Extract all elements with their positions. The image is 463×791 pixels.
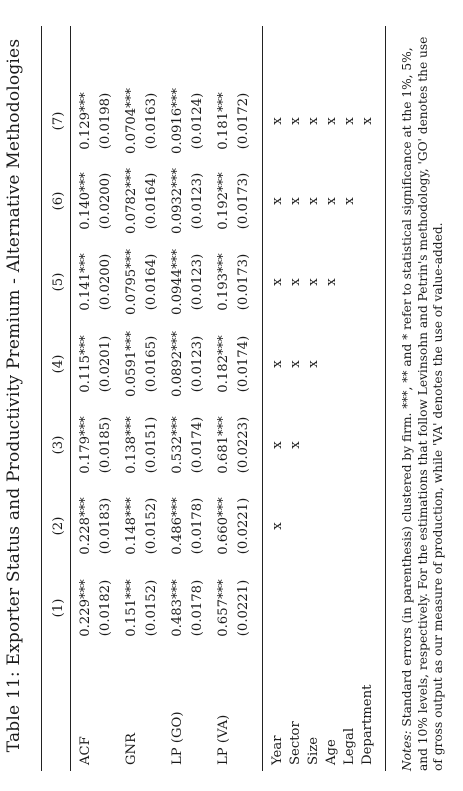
- std-error-cell: (0.0151): [144, 416, 159, 474]
- coefficient-cell: 0.0916***: [170, 88, 185, 154]
- coefficient-cell: 0.660***: [216, 497, 231, 555]
- control-mark: x: [270, 360, 285, 368]
- control-label: Size: [306, 736, 321, 765]
- std-error-cell: (0.0123): [190, 172, 205, 230]
- coefficient-cell: 0.140***: [78, 172, 93, 230]
- coefficient-cell: 0.179***: [78, 416, 93, 474]
- std-error-cell: (0.0164): [144, 253, 159, 311]
- bottom-rule: [385, 26, 386, 771]
- std-error-cell: (0.0221): [236, 497, 251, 555]
- control-label: Year: [270, 735, 285, 765]
- coefficient-cell: 0.0892***: [170, 331, 185, 397]
- coefficient-cell: 0.0782***: [124, 168, 139, 234]
- row-label: LP (GO): [170, 711, 185, 765]
- std-error-cell: (0.0185): [98, 416, 113, 474]
- control-mark: x: [324, 278, 339, 286]
- coefficient-cell: 0.148***: [124, 497, 139, 555]
- control-mark: x: [288, 360, 303, 368]
- control-mark: x: [270, 441, 285, 449]
- row-label: GNR: [124, 732, 139, 765]
- row-label: ACF: [78, 736, 93, 765]
- std-error-cell: (0.0152): [144, 497, 159, 555]
- control-mark: x: [360, 117, 375, 125]
- column-header: (6): [51, 191, 66, 211]
- coefficient-cell: 0.228***: [78, 497, 93, 555]
- top-rule: [41, 26, 42, 771]
- table-notes: [400, 23, 447, 771]
- column-header: (4): [51, 354, 66, 374]
- coefficient-cell: 0.657***: [216, 579, 231, 637]
- std-error-cell: (0.0200): [98, 172, 113, 230]
- coefficient-cell: 0.483***: [170, 579, 185, 637]
- std-error-cell: (0.0123): [190, 253, 205, 311]
- coefficient-cell: 0.151***: [124, 579, 139, 637]
- std-error-cell: (0.0173): [236, 253, 251, 311]
- coefficient-cell: 0.192***: [216, 172, 231, 230]
- std-error-cell: (0.0173): [236, 172, 251, 230]
- control-label: Legal: [342, 727, 357, 765]
- coefficient-cell: 0.138***: [124, 416, 139, 474]
- control-label: Department: [360, 684, 375, 765]
- coefficient-cell: 0.115***: [78, 335, 93, 393]
- coefficient-cell: 0.229***: [78, 579, 93, 637]
- coefficient-cell: 0.0795***: [124, 249, 139, 315]
- control-label: Sector: [288, 721, 303, 765]
- control-mark: x: [306, 117, 321, 125]
- std-error-cell: (0.0164): [144, 172, 159, 230]
- control-mark: x: [288, 278, 303, 286]
- control-mark: x: [324, 197, 339, 205]
- notes-label: Notes:: [400, 730, 414, 771]
- coefficient-cell: 0.181***: [216, 92, 231, 150]
- notes-text: Standard errors (in parenthesis) clustered by firm. ***, ** and * refer to statistical significance at the 1%, 5%, and 10% levels, respectively. For the estimations that follow Levinsohn and Petrin's methodology, 'GO' denotes the use of gross output as our measure of production, while 'VA' denotes the use of value-added.: [400, 36, 445, 771]
- table-title-text: Exporter Status and Productivity Premium - Alternative Methodologies: [4, 38, 24, 666]
- control-label: Age: [324, 739, 339, 765]
- control-mark: x: [342, 117, 357, 125]
- control-mark: x: [288, 441, 303, 449]
- std-error-cell: (0.0174): [190, 416, 205, 474]
- std-error-cell: (0.0183): [98, 497, 113, 555]
- std-error-cell: (0.0172): [236, 92, 251, 150]
- coefficient-cell: 0.141***: [78, 253, 93, 311]
- control-mark: x: [270, 197, 285, 205]
- header-rule: [70, 26, 71, 771]
- table-title-label: Table 11:: [4, 671, 24, 753]
- std-error-cell: (0.0221): [236, 579, 251, 637]
- control-mark: x: [306, 360, 321, 368]
- coefficient-cell: 0.193***: [216, 253, 231, 311]
- row-label: LP (VA): [216, 714, 231, 765]
- control-mark: x: [288, 117, 303, 125]
- std-error-cell: (0.0198): [98, 92, 113, 150]
- std-error-cell: (0.0124): [190, 92, 205, 150]
- control-mark: x: [306, 197, 321, 205]
- coefficient-cell: 0.532***: [170, 416, 185, 474]
- coefficient-cell: 0.0944***: [170, 249, 185, 315]
- coefficient-cell: 0.182***: [216, 335, 231, 393]
- control-mark: x: [270, 522, 285, 530]
- coefficient-cell: 0.129***: [78, 92, 93, 150]
- table-title: [4, 0, 24, 791]
- control-mark: x: [270, 117, 285, 125]
- coefficient-cell: 0.681***: [216, 416, 231, 474]
- column-header: (7): [51, 111, 66, 131]
- std-error-cell: (0.0178): [190, 497, 205, 555]
- control-mark: x: [270, 278, 285, 286]
- control-mark: x: [288, 197, 303, 205]
- std-error-cell: (0.0152): [144, 579, 159, 637]
- controls-rule: [262, 26, 263, 771]
- coefficient-cell: 0.0932***: [170, 168, 185, 234]
- std-error-cell: (0.0223): [236, 416, 251, 474]
- std-error-cell: (0.0163): [144, 92, 159, 150]
- control-mark: x: [324, 117, 339, 125]
- column-header: (2): [51, 516, 66, 536]
- column-header: (5): [51, 272, 66, 292]
- std-error-cell: (0.0200): [98, 253, 113, 311]
- std-error-cell: (0.0178): [190, 579, 205, 637]
- coefficient-cell: 0.486***: [170, 497, 185, 555]
- control-mark: x: [306, 278, 321, 286]
- std-error-cell: (0.0201): [98, 335, 113, 393]
- coefficient-cell: 0.0591***: [124, 331, 139, 397]
- control-mark: x: [342, 197, 357, 205]
- column-header: (3): [51, 435, 66, 455]
- column-header: (1): [51, 598, 66, 618]
- coefficient-cell: 0.0704***: [124, 88, 139, 154]
- std-error-cell: (0.0182): [98, 579, 113, 637]
- std-error-cell: (0.0165): [144, 335, 159, 393]
- std-error-cell: (0.0123): [190, 335, 205, 393]
- std-error-cell: (0.0174): [236, 335, 251, 393]
